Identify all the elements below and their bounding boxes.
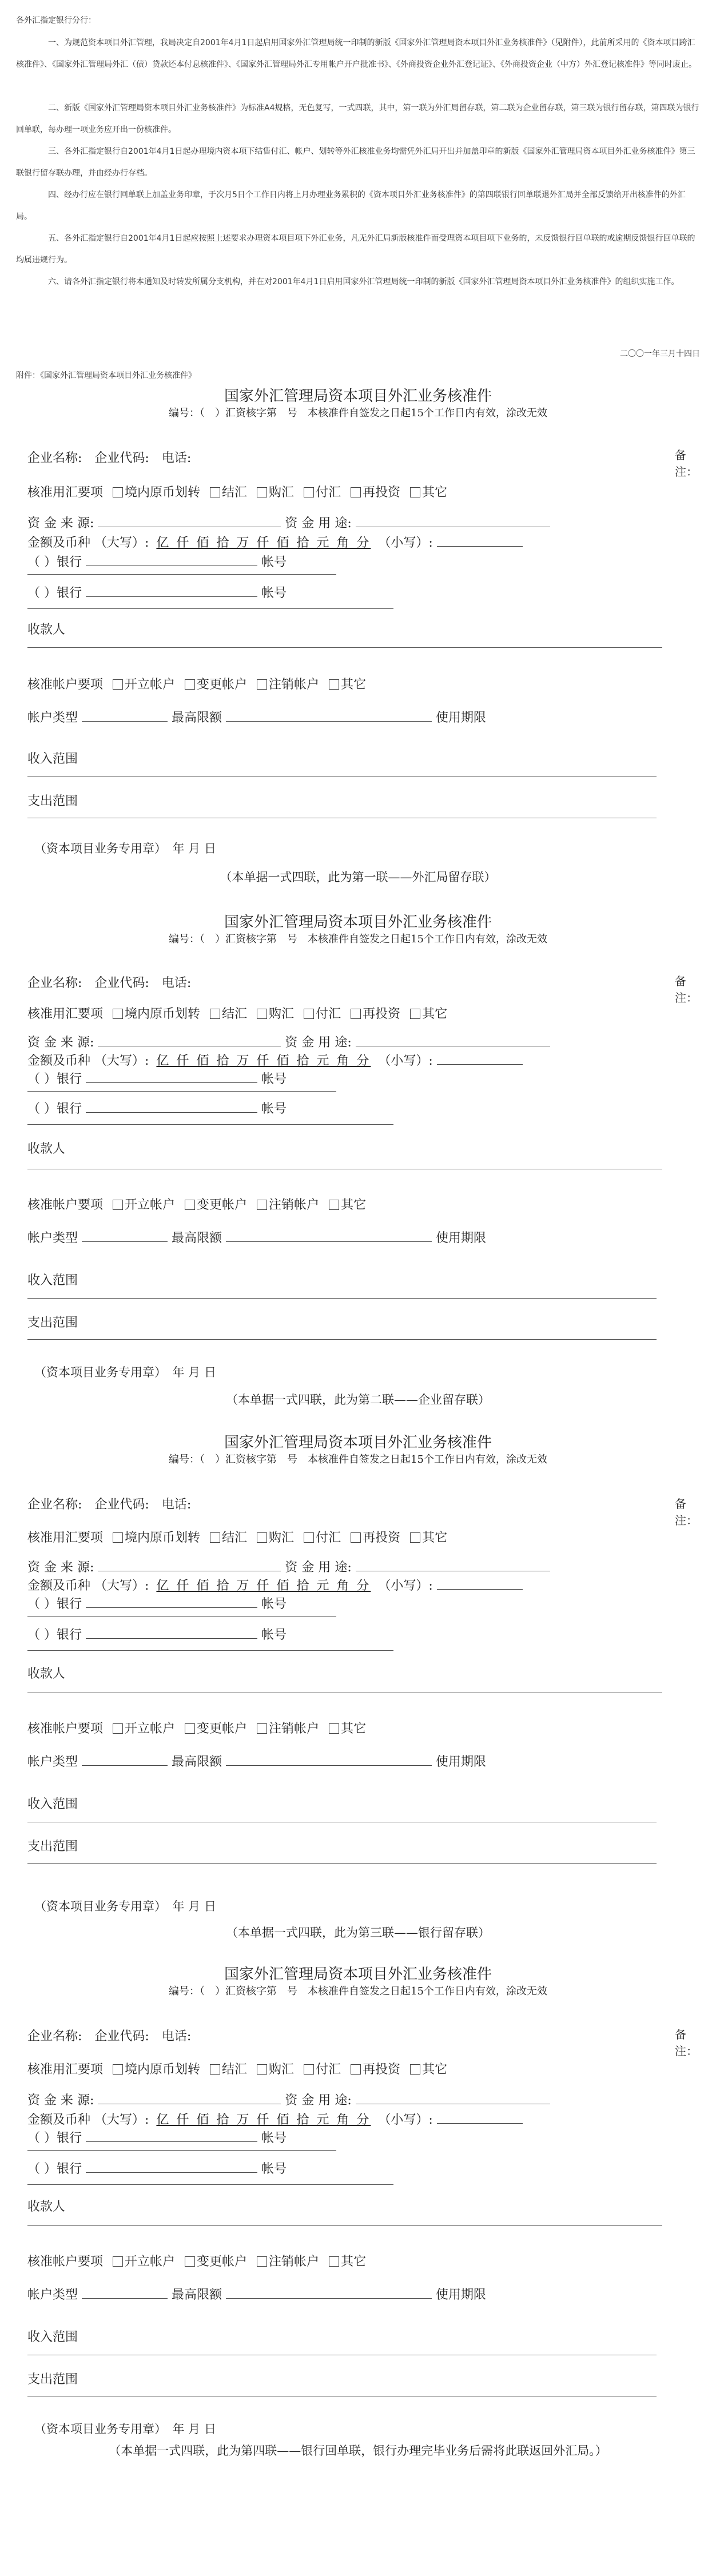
bank-label: （ ）银行: [27, 2162, 82, 2176]
amount-label: 金额及币种 （大写）:: [27, 536, 149, 550]
bank-field[interactable]: [86, 554, 257, 566]
account-label: 帐号: [261, 2131, 287, 2145]
account-items-label: 核准帐户要项: [27, 1722, 104, 1736]
max-limit-label: 最高限额: [172, 1231, 222, 1245]
expense-scope-label: 支出范围: [27, 2372, 78, 2387]
amount-label: 金额及币种 （大写）:: [27, 1054, 149, 1068]
amount-row: [27, 1051, 523, 1069]
checkbox[interactable]: [113, 487, 123, 497]
bank-label: （ ）银行: [27, 1628, 82, 1642]
max-limit-label: 最高限额: [172, 1755, 222, 1769]
bank-field[interactable]: [86, 2160, 257, 2173]
checkbox[interactable]: [210, 2064, 220, 2075]
divider: [27, 1650, 393, 1651]
bank-label: （ ）银行: [27, 2131, 82, 2145]
checkbox-label: 境内原币划转: [125, 1531, 201, 1545]
checkbox-label: 其它: [341, 678, 367, 692]
checkbox-label: 开立帐户: [125, 1722, 176, 1736]
amount-units[interactable]: 亿 仟 佰 拾 万 仟 佰 拾 元 角 分: [156, 2113, 371, 2127]
notice-paragraph: 二、新版《国家外汇管理局资本项目外汇业务核准件》为标准A4规格，无色复写，一式四联，其中，第一联为外汇局留存联，第二联为企业留存联，第三联为银行留存联，第四联为银行回单联，每办理一项业务应开出一份核准件。: [16, 103, 699, 134]
checkbox-label: 注销帐户: [269, 678, 320, 692]
account-type-label: 帐户类型: [27, 711, 78, 725]
checkbox[interactable]: [257, 1723, 267, 1734]
checkbox[interactable]: [410, 1532, 420, 1543]
account-label: 帐号: [261, 1072, 287, 1086]
copy-note: （本单据一式四联，此为第四联——银行回单联，银行办理完毕业务后需将此联返回外汇局。）: [109, 2444, 607, 2458]
income-scope-label: 收入范围: [27, 1797, 78, 1811]
bank-row: [27, 2128, 287, 2146]
bank-row: [27, 1099, 287, 1117]
fund-source-use-row: [27, 513, 550, 531]
max-limit-field[interactable]: [226, 709, 432, 722]
account-items-row: [27, 675, 366, 692]
bank-label: （ ）银行: [27, 1597, 82, 1611]
amount-small-field[interactable]: [437, 2111, 523, 2124]
divider: [27, 1124, 393, 1125]
verify-items-label: 核准用汇要项: [27, 1531, 104, 1545]
approval-form: [0, 1962, 716, 2576]
account-type-row: [27, 2285, 486, 2303]
checkbox-label: 其它: [422, 1531, 448, 1545]
checkbox[interactable]: [113, 2064, 123, 2075]
copy-note: （本单据一式四联，此为第二联——企业留存联）: [226, 1393, 490, 1407]
checkbox[interactable]: [210, 487, 220, 497]
checkbox[interactable]: [257, 679, 267, 690]
max-limit-label: 最高限额: [172, 711, 222, 725]
verify-items-label: 核准用汇要项: [27, 2063, 104, 2077]
checkbox[interactable]: [185, 679, 195, 690]
divider: [27, 2184, 393, 2185]
bank-label: （ ）银行: [27, 1072, 82, 1086]
checkbox-label: 结汇: [222, 1531, 248, 1545]
checkbox[interactable]: [351, 2064, 361, 2075]
checkbox[interactable]: [329, 2256, 339, 2267]
fund-source-label: 资 金 来 源:: [27, 2093, 94, 2108]
account-items-row: [27, 1719, 366, 1737]
account-type-label: 帐户类型: [27, 1755, 78, 1769]
business-seal: （资本项目业务专用章） 年 月 日: [34, 1900, 216, 1913]
income-scope-label: 收入范围: [27, 1273, 78, 1288]
verify-items-row: [27, 1004, 447, 1022]
checkbox-label: 付汇: [316, 1531, 341, 1545]
company-info: 企业名称: 企业代码: 电话:: [27, 451, 192, 465]
checkbox[interactable]: [210, 1009, 220, 1019]
attachment-title: 附件：《国家外汇管理局资本项目外汇业务核准件》: [16, 371, 196, 380]
business-seal: （资本项目业务专用章） 年 月 日: [34, 842, 216, 855]
fund-source-label: 资 金 来 源:: [27, 1560, 94, 1575]
income-scope-label: 收入范围: [27, 752, 78, 766]
bank-field[interactable]: [86, 1070, 257, 1083]
fund-use-label: 资 金 用 途:: [285, 1560, 352, 1575]
checkbox[interactable]: [185, 1200, 195, 1210]
amount-small-field[interactable]: [437, 534, 523, 547]
checkbox-label: 再投资: [363, 1531, 401, 1545]
checkbox-label: 再投资: [363, 2063, 401, 2077]
checkbox[interactable]: [113, 1009, 123, 1019]
bank-label: （ ）银行: [27, 1102, 82, 1116]
checkbox[interactable]: [257, 2256, 267, 2267]
fund-source-label: 资 金 来 源:: [27, 516, 94, 531]
account-label: 帐号: [261, 586, 287, 600]
account-label: 帐号: [261, 2162, 287, 2176]
account-type-label: 帐户类型: [27, 1231, 78, 1245]
checkbox[interactable]: [113, 679, 123, 690]
form-title: 国家外汇管理局资本项目外汇业务核准件: [224, 1966, 492, 1983]
checkbox-label: 结汇: [222, 2063, 248, 2077]
fund-source-field[interactable]: [98, 1034, 281, 1046]
checkbox[interactable]: [257, 1009, 267, 1019]
checkbox-label: 变更帐户: [197, 1722, 248, 1736]
business-seal: （资本项目业务专用章） 年 月 日: [34, 1365, 216, 1379]
income-scope-field[interactable]: [27, 1298, 657, 1299]
account-type-field[interactable]: [82, 2286, 168, 2299]
form-title: 国家外汇管理局资本项目外汇业务核准件: [224, 914, 492, 931]
divider: [27, 1091, 336, 1092]
checkbox-label: 其它: [422, 485, 448, 500]
expense-scope-label: 支出范围: [27, 1840, 78, 1854]
bank-label: （ ）银行: [27, 555, 82, 570]
checkbox[interactable]: [113, 1532, 123, 1543]
notice-paragraph: 六、请各外汇指定银行将本通知及时转发所属分支机构，并在对2001年4月1日启用国家外汇管理局统一印制的新版《国家外汇管理局资本项目外汇业务核准件》的组织实施工作。: [48, 277, 679, 286]
max-limit-field[interactable]: [226, 1229, 432, 1242]
divider: [27, 2150, 336, 2151]
checkbox[interactable]: [113, 1200, 123, 1210]
checkbox[interactable]: [410, 1009, 420, 1019]
expense-scope-field[interactable]: [27, 1339, 657, 1340]
verify-items-label: 核准用汇要项: [27, 485, 104, 500]
company-info: 企业名称: 企业代码: 电话:: [27, 1498, 192, 1512]
account-items-label: 核准帐户要项: [27, 678, 104, 692]
notice-recipient: 各外汇指定银行分行：: [16, 16, 96, 25]
payee-label: 收款人: [27, 623, 66, 637]
checkbox-label: 其它: [422, 2063, 448, 2077]
checkbox-label: 境内原币划转: [125, 2063, 201, 2077]
fund-source-label: 资 金 来 源:: [27, 1036, 94, 1050]
checkbox-label: 注销帐户: [269, 1722, 320, 1736]
fund-use-field[interactable]: [356, 1034, 550, 1046]
remarks-label: 备注：: [675, 974, 698, 1005]
checkbox[interactable]: [351, 487, 361, 497]
form-title: 国家外汇管理局资本项目外汇业务核准件: [224, 1434, 492, 1451]
copy-note: （本单据一式四联，此为第三联——银行留存联）: [226, 1926, 490, 1940]
checkbox-label: 购汇: [269, 485, 295, 500]
amount-small-label: （小写）:: [378, 1054, 433, 1068]
checkbox-label: 结汇: [222, 1007, 248, 1021]
notice-paragraph: 五、各外汇指定银行自2001年4月1日起应按照上述要求办理资本项目项下外汇业务，凡无外汇局新版核准件而受理资本项目项下业务的，未反馈银行回单联的或逾期反馈银行回单联的均属违规行为。: [16, 234, 695, 265]
valid-period-label: 使用期限: [436, 2288, 487, 2302]
bank-row: [27, 1625, 287, 1643]
checkbox-label: 付汇: [316, 2063, 341, 2077]
bank-field[interactable]: [86, 1100, 257, 1113]
checkbox-label: 变更帐户: [197, 1198, 248, 1212]
checkbox[interactable]: [257, 2064, 267, 2075]
checkbox-label: 开立帐户: [125, 1198, 176, 1212]
account-items-label: 核准帐户要项: [27, 2255, 104, 2269]
fund-source-field[interactable]: [98, 515, 281, 527]
valid-period-label: 使用期限: [436, 1755, 487, 1769]
approval-form: [0, 384, 716, 910]
checkbox[interactable]: [257, 1200, 267, 1210]
checkbox-label: 再投资: [363, 485, 401, 500]
bank-label: （ ）银行: [27, 586, 82, 600]
amount-label: 金额及币种 （大写）:: [27, 2113, 149, 2127]
account-items-row: [27, 1195, 366, 1213]
expense-scope-field[interactable]: [27, 1863, 657, 1864]
checkbox-label: 注销帐户: [269, 1198, 320, 1212]
fund-use-label: 资 金 用 途:: [285, 516, 352, 531]
expense-scope-label: 支出范围: [27, 1316, 78, 1330]
max-limit-field[interactable]: [226, 1753, 432, 1766]
copy-note: （本单据一式四联，此为第一联——外汇局留存联）: [220, 870, 496, 884]
fund-use-field[interactable]: [356, 515, 550, 527]
checkbox-label: 变更帐户: [197, 678, 248, 692]
amount-row: [27, 2110, 523, 2128]
verify-items-row: [27, 2060, 447, 2077]
checkbox-label: 购汇: [269, 1531, 295, 1545]
payee-label: 收款人: [27, 1667, 66, 1681]
fund-source-field[interactable]: [98, 2092, 281, 2104]
amount-small-label: （小写）:: [378, 2113, 433, 2127]
form-number-line: 编号：（ ）汇资核字第 号 本核准件自签发之日起15个工作日内有效，涂改无效: [169, 933, 547, 945]
checkbox-label: 境内原币划转: [125, 1007, 201, 1021]
checkbox[interactable]: [257, 487, 267, 497]
divider: [27, 1616, 336, 1617]
amount-small-field[interactable]: [437, 1577, 523, 1590]
bank-row: [27, 552, 287, 570]
fund-source-field[interactable]: [98, 1559, 281, 1571]
divider: [27, 608, 393, 609]
bank-field[interactable]: [86, 1595, 257, 1608]
checkbox[interactable]: [185, 1723, 195, 1734]
account-label: 帐号: [261, 555, 287, 570]
checkbox[interactable]: [304, 1009, 314, 1019]
bank-field[interactable]: [86, 2129, 257, 2142]
fund-use-field[interactable]: [356, 2092, 550, 2104]
income-scope-label: 收入范围: [27, 2330, 78, 2344]
fund-use-field[interactable]: [356, 1559, 550, 1571]
notice-paragraph: 四、经办行应在银行回单联上加盖业务印章，于次月5日个工作日内将上月办理业务累积的《资本项目外汇业务核准件》的第四联银行回单联退外汇局并全部反馈给开出核准件的外汇局。: [16, 190, 686, 221]
amount-units[interactable]: 亿 仟 佰 拾 万 仟 佰 拾 元 角 分: [156, 1579, 371, 1593]
amount-units[interactable]: 亿 仟 佰 拾 万 仟 佰 拾 元 角 分: [156, 536, 371, 550]
checkbox[interactable]: [329, 1723, 339, 1734]
checkbox[interactable]: [329, 679, 339, 690]
checkbox-label: 结汇: [222, 485, 248, 500]
valid-period-label: 使用期限: [436, 711, 487, 725]
checkbox[interactable]: [257, 1532, 267, 1543]
checkbox[interactable]: [185, 2256, 195, 2267]
checkbox[interactable]: [113, 1723, 123, 1734]
checkbox[interactable]: [210, 1532, 220, 1543]
divider: [27, 574, 336, 575]
form-title: 国家外汇管理局资本项目外汇业务核准件: [224, 388, 492, 405]
remarks-label: 备注：: [675, 1497, 698, 1527]
amount-small-label: （小写）:: [378, 536, 433, 550]
checkbox[interactable]: [113, 2256, 123, 2267]
checkbox-label: 变更帐户: [197, 2255, 248, 2269]
remarks-label: 备注：: [675, 448, 698, 479]
form-number-line: 编号：（ ）汇资核字第 号 本核准件自签发之日起15个工作日内有效，涂改无效: [169, 407, 547, 419]
amount-units[interactable]: 亿 仟 佰 拾 万 仟 佰 拾 元 角 分: [156, 1054, 371, 1068]
notice-date: 二〇〇一年三月十四日: [620, 349, 700, 359]
company-info: 企业名称: 企业代码: 电话:: [27, 2029, 192, 2044]
bank-field[interactable]: [86, 584, 257, 597]
checkbox-label: 其它: [422, 1007, 448, 1021]
checkbox-label: 付汇: [316, 1007, 341, 1021]
form-number-line: 编号：（ ）汇资核字第 号 本核准件自签发之日起15个工作日内有效，涂改无效: [169, 1454, 547, 1466]
approval-form: [0, 910, 716, 1431]
checkbox[interactable]: [304, 487, 314, 497]
account-label: 帐号: [261, 1628, 287, 1642]
bank-row: [27, 1069, 287, 1087]
verify-items-row: [27, 483, 447, 500]
checkbox-label: 开立帐户: [125, 2255, 176, 2269]
account-type-row: [27, 1228, 486, 1246]
account-type-field[interactable]: [82, 1229, 168, 1242]
amount-row: [27, 1576, 523, 1594]
expense-scope-label: 支出范围: [27, 794, 78, 809]
checkbox[interactable]: [351, 1532, 361, 1543]
checkbox-label: 其它: [341, 2255, 367, 2269]
payee-label: 收款人: [27, 2200, 66, 2214]
max-limit-label: 最高限额: [172, 2288, 222, 2302]
checkbox[interactable]: [410, 487, 420, 497]
account-type-field[interactable]: [82, 709, 168, 722]
checkbox-label: 付汇: [316, 485, 341, 500]
checkbox-label: 其它: [341, 1722, 367, 1736]
notice-paragraph: 一、为规范资本项目外汇管理，我局决定自2001年4月1日起启用国家外汇管理局统一印制的新版《国家外汇管理局资本项目外汇业务核准件》（见附件），此前所采用的《资本项目跨汇核准件》、《国家外汇管理局外汇（债）贷款还本付息核准件》、《国家外汇管理局外汇专用帐户开户批准书》、《外商投资企业外汇登记证》、《外商投资企业（中方）外汇登记核准件》等同时废止。: [16, 38, 697, 69]
payee-field[interactable]: [27, 647, 662, 648]
business-seal: （资本项目业务专用章） 年 月 日: [34, 2422, 216, 2436]
checkbox[interactable]: [410, 2064, 420, 2075]
remarks-label: 备注：: [675, 2028, 698, 2058]
account-type-row: [27, 708, 486, 726]
checkbox[interactable]: [304, 2064, 314, 2075]
account-items-row: [27, 2252, 366, 2270]
checkbox[interactable]: [351, 1009, 361, 1019]
payee-field[interactable]: [27, 2225, 662, 2226]
amount-small-label: （小写）:: [378, 1579, 433, 1593]
checkbox-label: 境内原币划转: [125, 485, 201, 500]
checkbox-label: 再投资: [363, 1007, 401, 1021]
amount-row: [27, 533, 523, 551]
verify-items-row: [27, 1528, 447, 1546]
checkbox-label: 购汇: [269, 2063, 295, 2077]
bank-row: [27, 583, 287, 601]
checkbox-label: 购汇: [269, 1007, 295, 1021]
bank-row: [27, 1594, 287, 1612]
checkbox-label: 开立帐户: [125, 678, 176, 692]
fund-source-use-row: [27, 1558, 550, 1575]
form-number-line: 编号：（ ）汇资核字第 号 本核准件自签发之日起15个工作日内有效，涂改无效: [169, 1985, 547, 1997]
fund-use-label: 资 金 用 途:: [285, 2093, 352, 2108]
verify-items-label: 核准用汇要项: [27, 1007, 104, 1021]
amount-label: 金额及币种 （大写）:: [27, 1579, 149, 1593]
valid-period-label: 使用期限: [436, 1231, 487, 1245]
account-type-label: 帐户类型: [27, 2288, 78, 2302]
checkbox-label: 注销帐户: [269, 2255, 320, 2269]
account-label: 帐号: [261, 1102, 287, 1116]
account-label: 帐号: [261, 1597, 287, 1611]
bank-field[interactable]: [86, 1626, 257, 1639]
checkbox-label: 其它: [341, 1198, 367, 1212]
amount-small-field[interactable]: [437, 1052, 523, 1065]
company-info: 企业名称: 企业代码: 电话:: [27, 976, 192, 990]
bank-row: [27, 2159, 287, 2177]
fund-use-label: 资 金 用 途:: [285, 1036, 352, 1050]
notice-paragraph: 三、各外汇指定银行自2001年4月1日起办理境内资本项下结售付汇、帐户、划转等外汇核准业务均需凭外汇局开出并加盖印章的新版《国家外汇管理局资本项目外汇业务核准件》第三联银行留存联办理，并由经办行存档。: [16, 147, 695, 178]
checkbox[interactable]: [329, 1200, 339, 1210]
fund-source-use-row: [27, 2091, 550, 2108]
approval-form: [0, 1431, 716, 1962]
payee-label: 收款人: [27, 1142, 66, 1156]
max-limit-field[interactable]: [226, 2286, 432, 2299]
fund-source-use-row: [27, 1033, 550, 1050]
account-type-row: [27, 1752, 486, 1770]
checkbox[interactable]: [304, 1532, 314, 1543]
account-type-field[interactable]: [82, 1753, 168, 1766]
account-items-label: 核准帐户要项: [27, 1198, 104, 1212]
